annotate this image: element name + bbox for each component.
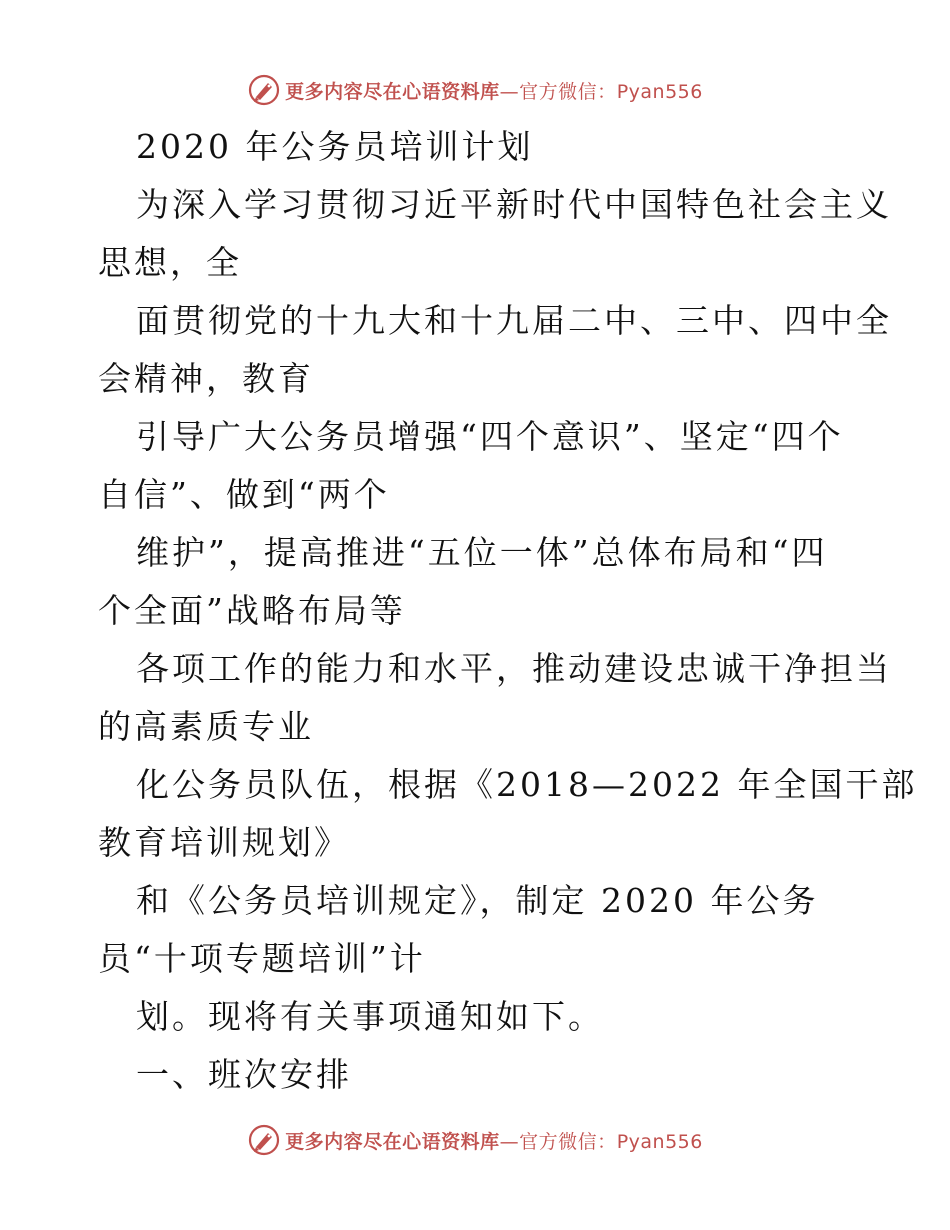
- pen-nib-logo-icon: [247, 1123, 281, 1157]
- paragraph-line: 员“十项专题培训”计: [98, 939, 426, 978]
- paragraph-line: 化公务员队伍，根据《2018—2022 年全国干部: [136, 765, 918, 804]
- banner-main-text: 更多内容尽在心语资料库: [285, 80, 500, 103]
- paragraph-line: 自信”、做到“两个: [98, 475, 390, 514]
- banner-wechat-label: 官方微信：: [519, 1130, 617, 1153]
- banner-main-text: 更多内容尽在心语资料库: [285, 1130, 500, 1153]
- paragraph-line: 教育培训规划》: [98, 823, 350, 862]
- paragraph-line: 各项工作的能力和水平，推动建设忠诚干净担当: [136, 649, 892, 688]
- footer-banner: [0, 1118, 950, 1162]
- paragraph-line: 引导广大公务员增强“四个意识”、坚定“四个: [136, 417, 844, 456]
- pen-nib-logo-icon: [247, 73, 281, 107]
- banner-dash: —: [499, 80, 520, 103]
- paragraph-line: 划。现将有关事项通知如下。: [136, 997, 604, 1036]
- paragraph-line: 面贯彻党的十九大和十九届二中、三中、四中全: [136, 301, 892, 340]
- paragraph-line: 为深入学习贯彻习近平新时代中国特色社会主义: [136, 185, 892, 224]
- banner-dash: —: [499, 1130, 520, 1153]
- banner-text: [285, 77, 703, 104]
- banner-wechat-id: Pyan556: [616, 1130, 703, 1153]
- banner-wechat-id: Pyan556: [616, 80, 703, 103]
- paragraph-line: 个全面”战略布局等: [98, 591, 406, 630]
- paragraph-line: 会精神，教育: [98, 359, 314, 398]
- document-body: [98, 118, 918, 1104]
- document-title: 2020 年公务员培训计划: [136, 127, 534, 166]
- paragraph-line: 的高素质专业: [98, 707, 314, 746]
- section-heading: 一、班次安排: [136, 1055, 352, 1094]
- paragraph-line: 思想，全: [98, 243, 242, 282]
- paragraph-line: 和《公务员培训规定》，制定 2020 年公务: [136, 881, 819, 920]
- banner-text: [285, 1127, 703, 1154]
- paragraph-line: 维护”，提高推进“五位一体”总体布局和“四: [136, 533, 828, 572]
- header-banner: [0, 68, 950, 112]
- banner-wechat-label: 官方微信：: [519, 80, 617, 103]
